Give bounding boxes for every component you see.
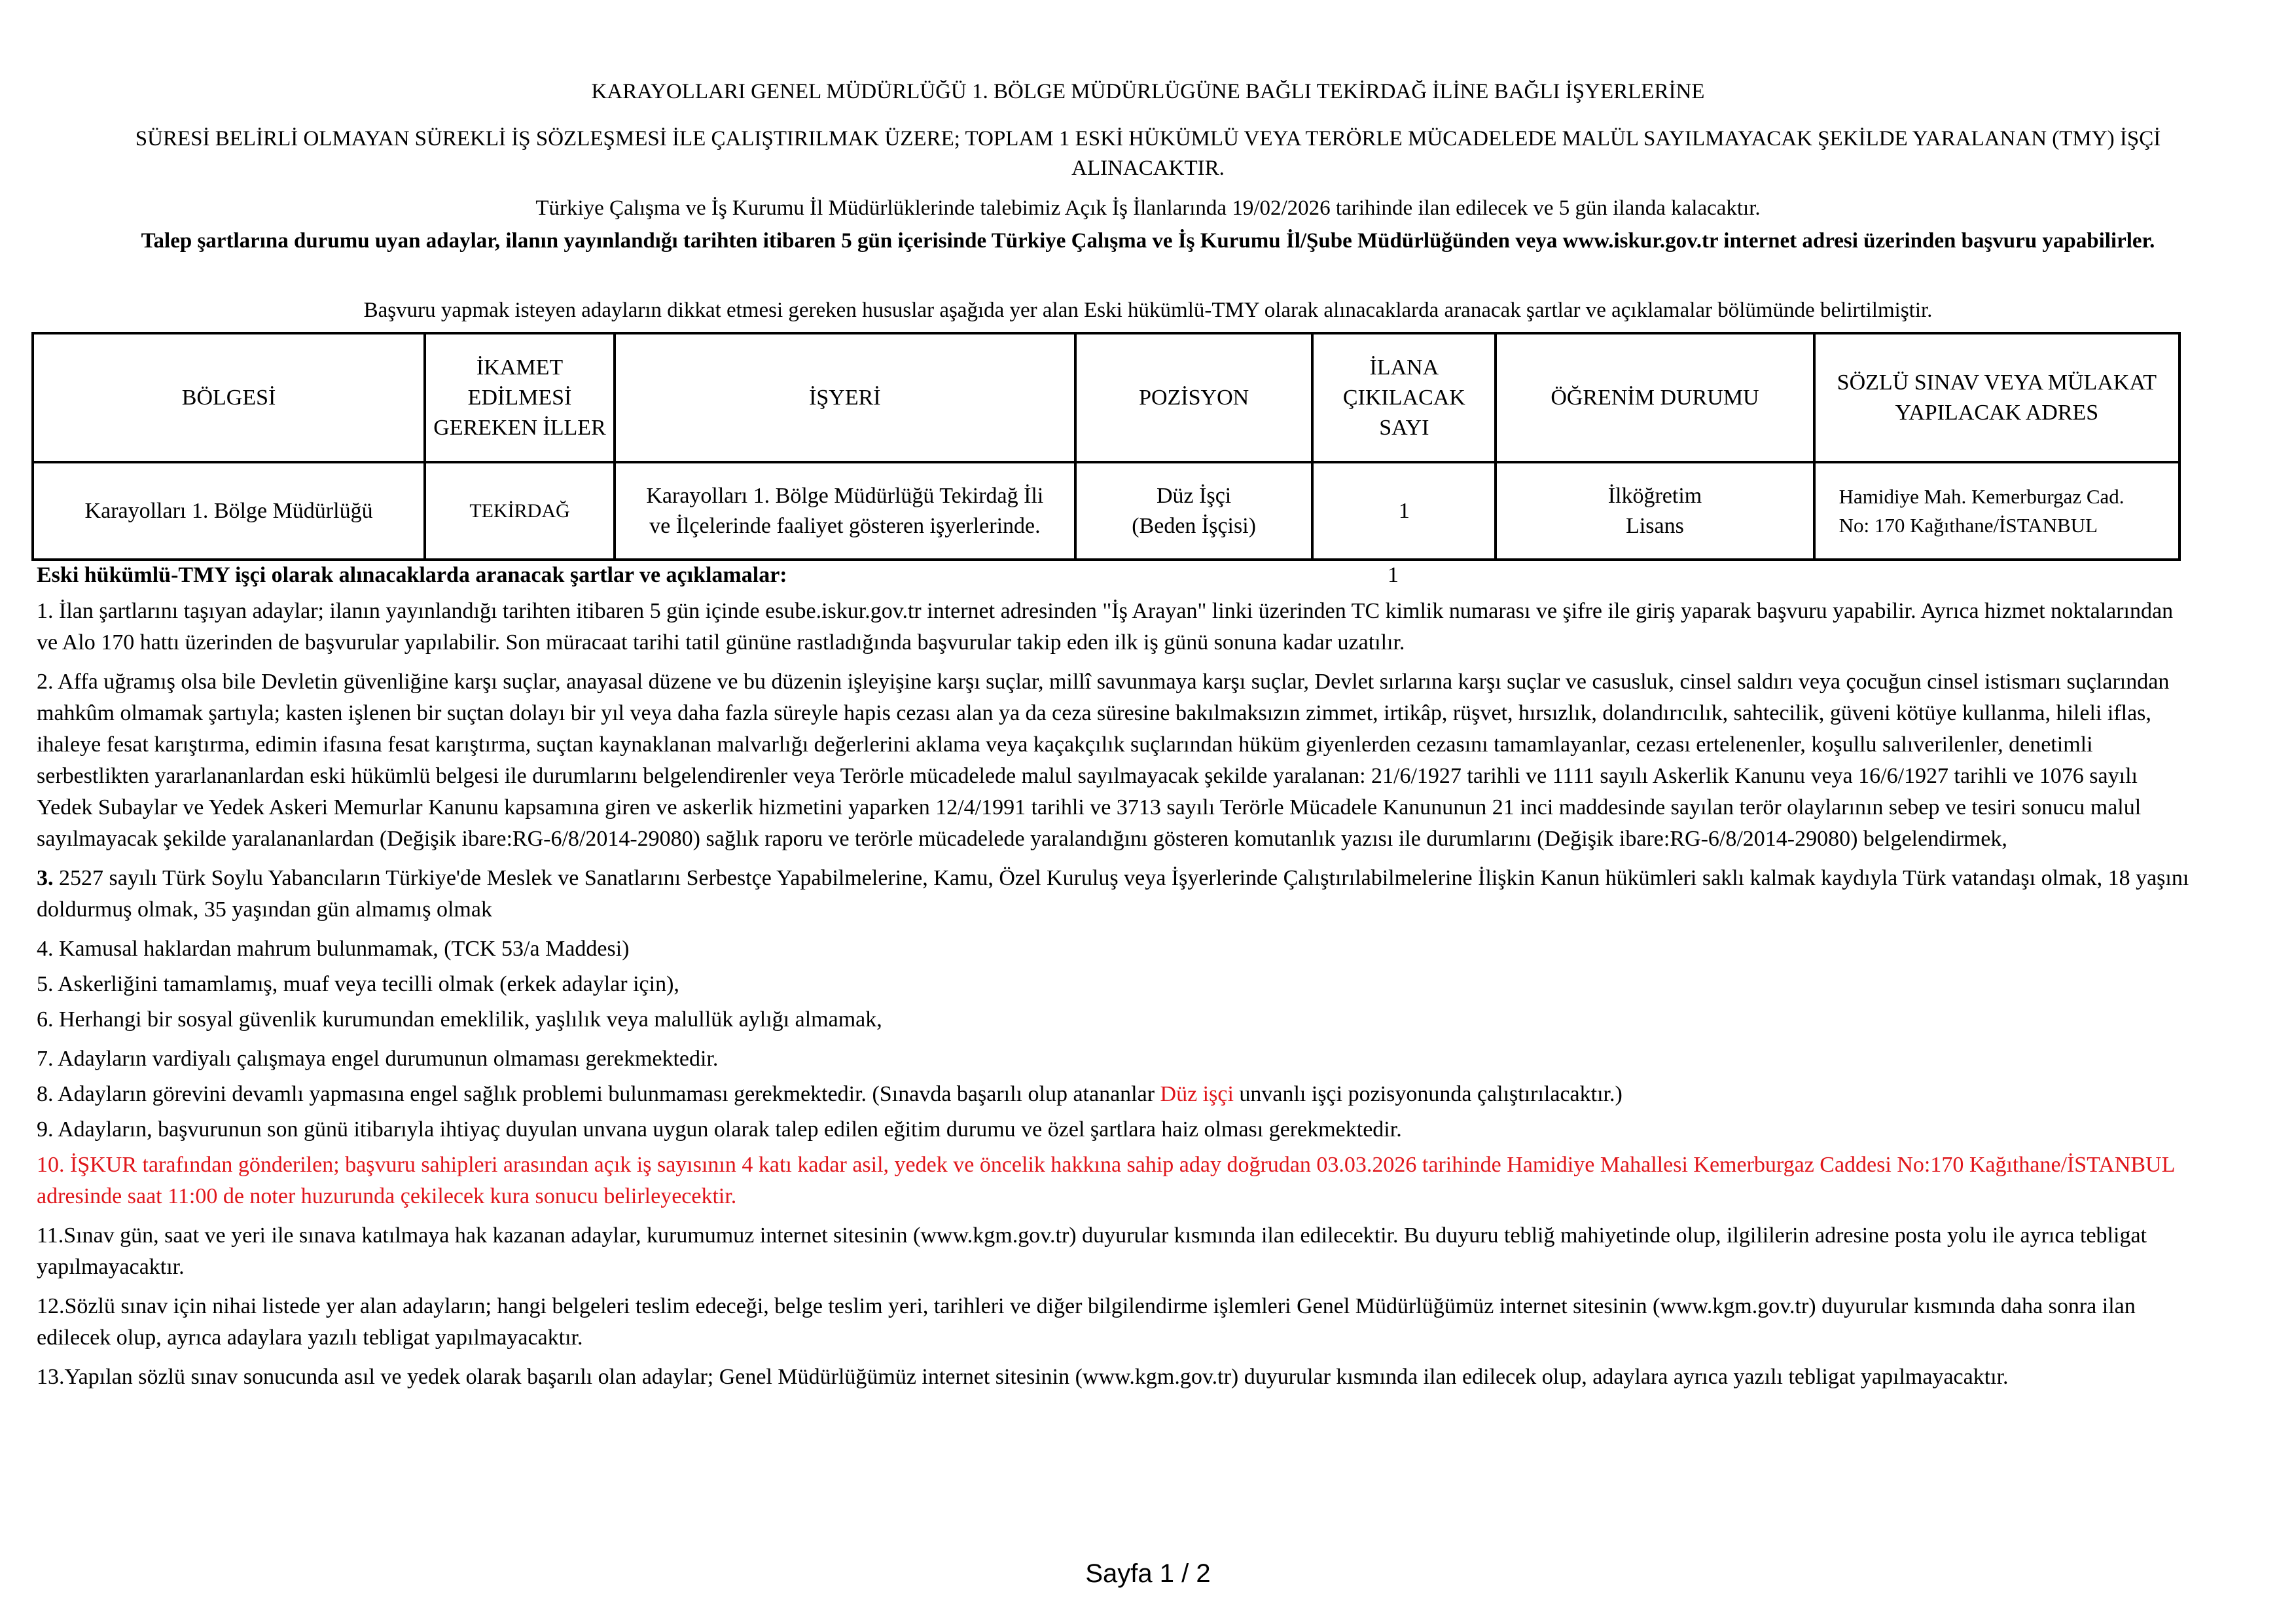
conditions-list [37,596,2190,1401]
cell-region: Karayolları 1. Bölge Müdürlüğü [33,462,425,560]
condition-item-8-text-b: unvanlı işçi pozisyonunda çalıştırılacaktır.) [1233,1082,1623,1106]
table-header-row [33,333,2179,462]
condition-item-8-text-a: 8. Adayların görevini devamlı yapmasına engel sağlık problemi bulunmaması gerekmektedir. (Sınavda başarılı olup atananlar [37,1082,1160,1106]
cell-education-line2: Lisans [1626,513,1684,538]
col-header-residence: İKAMET EDİLMESİ GEREKEN İLLER [425,333,615,462]
cell-address-line1: Hamidiye Mah. Kemerburgaz Cad. [1839,484,2125,508]
col-header-address: SÖZLÜ SINAV VEYA MÜLAKAT YAPILACAK ADRES [1814,333,2179,462]
cell-position [1075,462,1313,560]
header-note: Başvuru yapmak isteyen adayların dikkat etmesi gereken hususlar aşağıda yer alan Eski hükümlü-TMY olarak alınacaklarda aranacak şartlar ve açıklamalar bölümünde belirtilmiştir. [363,298,1933,322]
cell-education [1496,462,1814,560]
cell-position-line2: (Beden İşçisi) [1132,513,1257,538]
header-subtitle: SÜRESİ BELİRLİ OLMAYAN SÜREKLİ İŞ SÖZLEŞMESİ İLE ÇALIŞTIRILMAK ÜZERE; TOPLAM 1 ESKİ HÜKÜMLÜ VEYA TERÖRLE MÜCADELEDE MALÜL SAYILMAYACAK ŞEKİLDE YARALANAN (TMY) İŞÇİ ALINACAKTIR. [135,127,2161,180]
condition-item-3-text: 2527 sayılı Türk Soylu Yabancıların Türkiye'de Meslek ve Sanatlarını Serbestçe Yapabilmelerine, Kamu, Özel Kuruluş veya İşyerlerinde Çalıştırılabilmelerine İlişkin Kanun hükümleri saklı kalmak kaydıyla Türk vatandaşı olmak, 18 yaşını doldurmuş olmak, 35 yaşından gün almamış olmak [37,866,2189,922]
cell-address [1814,462,2179,560]
header-announcement-date: Türkiye Çalışma ve İş Kurumu İl Müdürlüklerinde talebimiz Açık İş İlanlarında 19/02/2026 tarihinde ilan edilecek ve 5 gün ilanda kalacaktır. [535,196,1761,220]
table-row [33,462,2179,560]
condition-item-12: 12.Sözlü sınav için nihai listede yer alan adayların; hangi belgeleri teslim edeceği, belge teslim yeri, tarihleri ve diğer bilgilendirme işlemleri Genel Müdürlüğümüz internet sitesinin (www.kgm.gov.tr) duyurular kısmında daha sonra ilan edilecek olup, ayrıca adaylara yazılı tebligat yapılmayacaktır. [37,1294,2136,1350]
condition-item-10: 10. İŞKUR tarafından gönderilen; başvuru sahipleri arasından açık iş sayısının 4 katı kadar asil, yedek ve öncelik hakkına sahip aday doğrudan 03.03.2026 tarihinde Hamidiye Mahallesi Kemerburgaz Caddesi No:170 Kağıthane/İSTANBUL adresinde saat 11:00 de noter huzurunda çekilecek kura sonucu belirleyecektir. [37,1153,2175,1208]
cell-residence: TEKİRDAĞ [425,462,615,560]
cell-position-line1: Düz İşçi [1157,483,1232,508]
cell-workplace-line1: Karayolları 1. Bölge Müdürlüğü Tekirdağ İli [646,483,1044,508]
condition-item-13: 13.Yapılan sözlü sınav sonucunda asıl ve yedek olarak başarılı olan adaylar; Genel Müdürlüğümüz internet sitesinin (www.kgm.gov.tr) duyurular kısmında ilan edilecek olup, adaylara ayrıca yazılı tebligat yapılmayacaktır. [37,1365,2009,1389]
condition-item-3-number: 3. [37,866,54,890]
condition-item-11: 11.Sınav gün, saat ve yeri ile sınava katılmaya hak kazanan adaylar, kurumumuz internet sitesinin (www.kgm.gov.tr) duyurular kısmında ilan edilecektir. Bu duyuru tebliğ mahiyetinde olup, ilgililerin adresine posta yolu ile ayrıca tebligat yapılmayacaktır. [37,1223,2147,1279]
condition-item-1: 1. İlan şartlarını taşıyan adaylar; ilanın yayınlandığı tarihten itibaren 5 gün içinde esube.iskur.gov.tr internet adresinden "İş Arayan" linki üzerinden TC kimlik numarası ve şifre ile giriş yaparak başvuru yapabilir. Ayrıca hizmet noktalarından ve Alo 170 hattı üzerinden de başvurular yapılabilir. Son müracaat tarihi tatil gününe rastladığında başvurular takip eden ilk iş günü sonuna kadar uzatılır. [37,599,2174,655]
cell-workplace [615,462,1075,560]
condition-item-3 [37,863,2190,926]
conditions-title: Eski hükümlü-TMY işçi olarak alınacaklarda aranacak şartlar ve açıklamalar: [37,563,787,587]
condition-item-4: 4. Kamusal haklardan mahrum bulunmamak, (TCK 53/a Maddesi) [37,937,630,961]
col-header-position: POZİSYON [1075,333,1313,462]
condition-item-8 [37,1079,2190,1110]
condition-item-6: 6. Herhangi bir sosyal güvenlik kurumundan emeklilik, yaşlılık veya malullük aylığı almamak, [37,1007,882,1032]
col-header-education: ÖĞRENİM DURUMU [1496,333,1814,462]
col-header-region: BÖLGESİ [33,333,425,462]
conditions-total: 1 [1388,563,1399,587]
condition-item-2: 2. Affa uğramış olsa bile Devletin güvenliğine karşı suçlar, anayasal düzene ve bu düzenin işleyişine karşı suçlar, millî savunmaya karşı suçlar, Devlet sırlarına karşı suçlar ve casusluk, cinsel saldırı veya çocuğun cinsel istismarı suçlarından mahkûm olmamak şartıyla; kasten işlenen bir suçtan dolayı bir yıl veya daha fazla süreyle hapis cezası alan ya da ceza süresine bakılmaksızın zimmet, irtikâp, rüşvet, hırsızlık, dolandırıcılık, sahtecilik, güveni kötüye kullanma, hileli iflas, ihaleye fesat karıştırma, edimin ifasına fesat karıştırma, suçtan kaynaklanan malvarlığı değerlerini aklama veya kaçakçılık suçlarından hüküm giyenlerden cezasını tamamlayanlar, cezası ertelenenler, koşullu salıverilenler, denetimli serbestlikten yararlananlardan eski hükümlü belgesi ile durumlarını belgelendirenler veya Terörle mücadelede malul sayılmayacak şekilde yaralanan: 21/6/1927 tarihli ve 1111 sayılı Askerlik Kanunu veya 16/6/1927 tarihli ve 1076 sayılı Yedek Subaylar ve Yedek Askeri Memurlar Kanunu kapsamına giren ve askerlik hizmetini yaparken 12/4/1991 tarihli ve 3713 sayılı Terörle Mücadele Kanununun 21 inci maddesinde sayılan terör olaylarının sebep ve tesiri sonucu malul sayılmayacak şekilde yaralananlardan (Değişik ibare:RG-6/8/2014-29080) sağlık raporu ve terörle mücadelede yaralandığını gösteren komutanlık yazısı ile durumlarını (Değişik ibare:RG-6/8/2014-29080) belgelendirmek, [37,670,2170,851]
job-table [31,332,2181,561]
cell-workplace-line2: ve İlçelerinde faaliyet gösteren işyerlerinde. [649,513,1041,538]
cell-count: 1 [1312,462,1496,560]
condition-item-8-highlight: Düz işçi [1160,1082,1234,1106]
condition-item-9: 9. Adayların, başvurunun son günü itibarıyla ihtiyaç duyulan unvana uygun olarak talep edilen eğitim durumu ve özel şartlara haiz olması gerekmektedir. [37,1117,1402,1142]
col-header-workplace: İŞYERİ [615,333,1075,462]
condition-item-5: 5. Askerliğini tamamlamış, muaf veya tecilli olmak (erkek adaylar için), [37,972,679,996]
condition-item-7: 7. Adayların vardiyalı çalışmaya engel durumunun olmaması gerekmektedir. [37,1047,719,1071]
page-number: Sayfa 1 / 2 [1085,1559,1211,1588]
header-title: KARAYOLLARI GENEL MÜDÜRLÜĞÜ 1. BÖLGE MÜDÜRLÜGÜNE BAĞLI TEKİRDAĞ İLİNE BAĞLI İŞYERLERİNE [591,80,1705,103]
cell-address-line2: No: 170 Kağıthane/İSTANBUL [1839,513,2098,537]
header-application-info: Talep şartlarına durumu uyan adaylar, ilanın yayınlandığı tarihten itibaren 5 gün içerisinde Türkiye Çalışma ve İş Kurumu İl/Şube Müdürlüğünden veya www.iskur.gov.tr internet adresi üzerinden başvuru yapabilirler. [141,229,2155,253]
cell-education-line1: İlköğretim [1607,483,1702,508]
col-header-count: İLANA ÇIKILACAK SAYI [1312,333,1496,462]
